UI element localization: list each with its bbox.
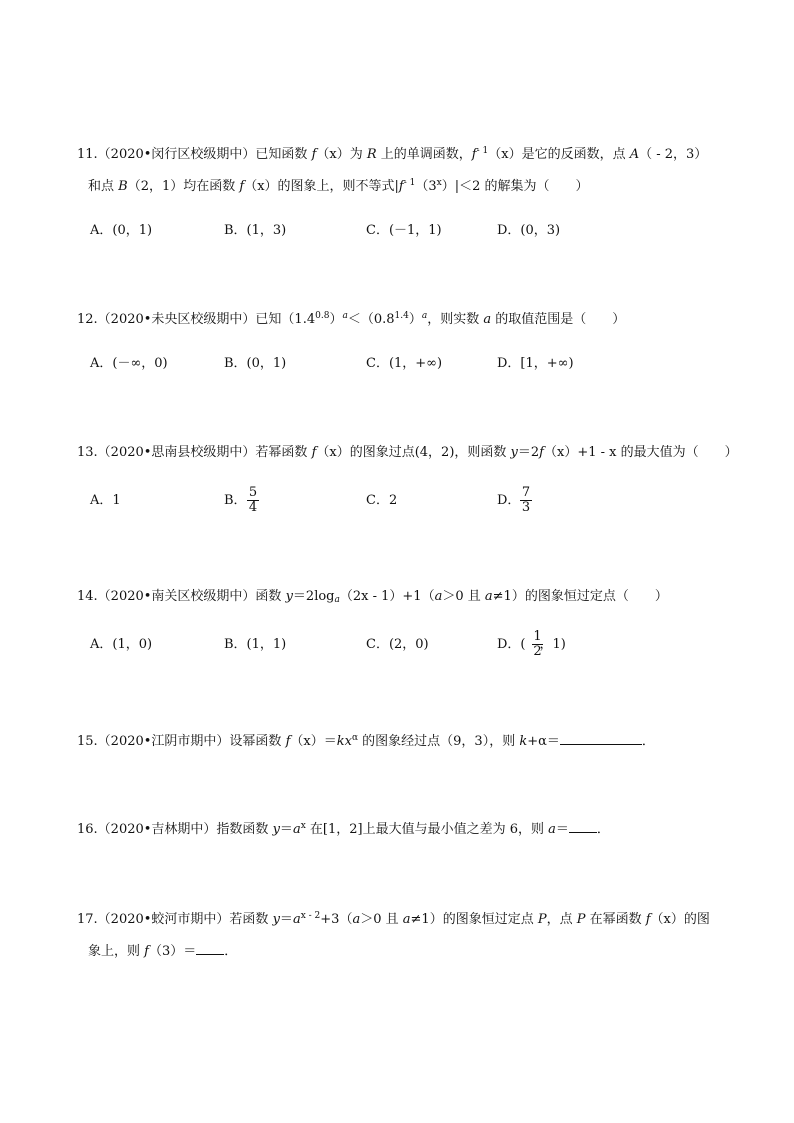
q13-option-a[interactable]: A．1 (90, 493, 121, 508)
q15-answer-blank[interactable] (560, 744, 642, 745)
q11-option-c[interactable]: C．(－1，1) (366, 223, 442, 238)
q14-option-d-fraction: 1 2 (533, 629, 542, 659)
q14-option-d[interactable]: D．( ，1) (497, 637, 566, 652)
question-16: 16.（2020•吉林期中）指数函数 $y=a^x$ 在[1，2]上最大值与最小值之差为 6，则 a＝ ． (77, 821, 610, 837)
q17-answer-blank[interactable] (196, 954, 224, 955)
q13-option-b[interactable]: B． (224, 493, 247, 508)
question-11-line-1: 11.（2020•闵行区校级期中）已知函数 f（x）为 R 上的单调函数，$f^{- 1}(x)$是它的反函数，点 A（ - 2，3） (77, 146, 708, 162)
q12-option-b[interactable]: B．(0，1) (224, 356, 287, 371)
question-17-line-2: 象上，则 f（3）＝ ． (88, 944, 238, 959)
q11-option-b[interactable]: B．(1，3) (224, 223, 287, 238)
question-14: 14.（2020•南关区校级期中）函数 $y=2\log_a(2x - 1)+1(a>0$ 且 a≠1）的图象恒过定点（ ） (77, 589, 668, 605)
question-11-line-2: 和点 B（2，1）均在函数 f（x）的图象上，则不等式$|f^{- 1}(3^x)|<2$ 的解集为（ ） (88, 178, 589, 194)
q12-option-a[interactable]: A．(－∞，0) (90, 356, 168, 371)
q12-option-c[interactable]: C．(1，+∞) (366, 356, 443, 371)
q14-option-c[interactable]: C．(2，0) (366, 637, 429, 652)
q13-option-b-fraction: 5 4 (248, 485, 258, 515)
question-12: 12.（2020•未央区校级期中）已知$(1.4^{0.8})^a<(0.8^{1.4})^a$，则实数 a 的取值范围是（ ） (77, 311, 626, 327)
q12-option-d[interactable]: D．[1，+∞) (497, 356, 574, 371)
q14-option-b[interactable]: B．(1，1) (224, 637, 287, 652)
question-13: 13.（2020•思南县校级期中）若幂函数 f（x）的图象过点(4，2)，则函数 y＝2f（x）+1 - x 的最大值为（ ） (77, 445, 738, 460)
question-17-line-1: 17.（2020•蛟河市期中）若函数 $y=a^{x - 2}+3(a>0$ 且 a≠1）的图象恒过定点 P，点 P 在幂函数 f（x）的图 (77, 911, 710, 927)
q14-option-a[interactable]: A．(1，0) (90, 637, 153, 652)
q11-option-d[interactable]: D．(0，3) (497, 223, 561, 238)
question-15: 15.（2020•江阴市期中）设幂函数 $f(x)=kx^\alpha$ 的图象经过点（9，3），则 k+α＝ ． (77, 733, 655, 749)
q13-option-d[interactable]: D． (497, 493, 521, 508)
q16-answer-blank[interactable] (569, 832, 597, 833)
q11-option-a[interactable]: A．(0，1) (90, 223, 153, 238)
q13-option-d-fraction: 7 3 (521, 485, 531, 515)
q13-option-c[interactable]: C．2 (366, 493, 398, 508)
